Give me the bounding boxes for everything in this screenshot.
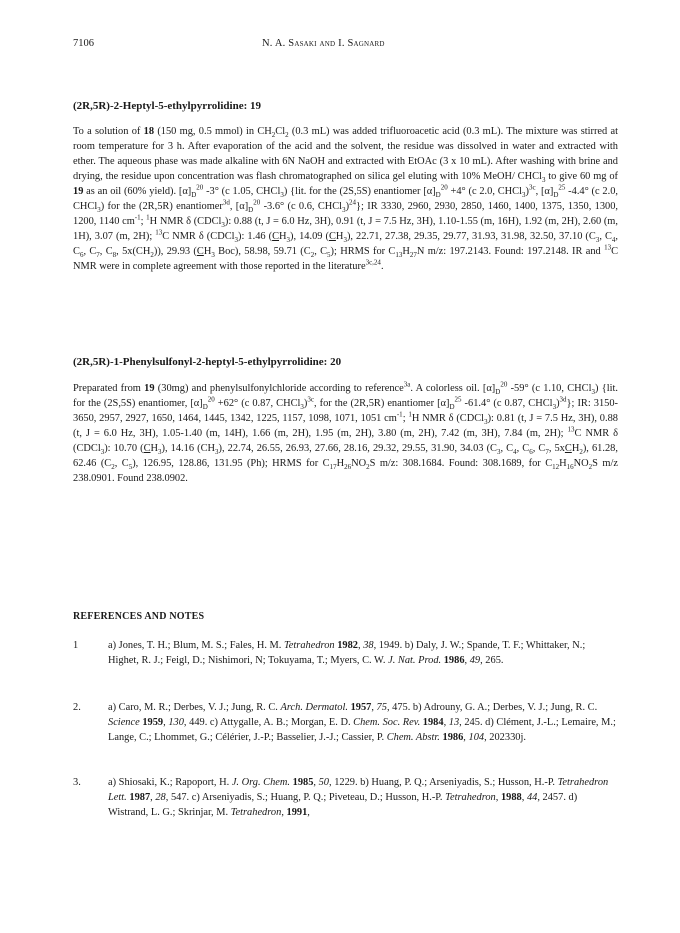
reference-number: 1: [73, 640, 79, 651]
reference-text: a) Caro, M. R.; Derbes, V. J.; Jung, R. C. Arch. Dermatol. 1957, 75, 475. b) Adrouny, G. A.; Derbes, V. J.; Jung, R. C. Science 1959, 130, 449. c) Attygalle, A. B.; Morgan, E. D. Chem. Soc. Rev. 1984, 13, 245. d) Clément, J.-L.; Lemaire, M.; Lange, C.; Lhommet, G.; Célérier, J.-P.; Basselier, J.-J.; Cassier, P. Chem. Abstr. 1986, 104, 202330j.: [108, 702, 616, 743]
reference-number: 2.: [73, 702, 81, 713]
page-number: 7106: [73, 38, 94, 49]
references-heading: REFERENCES AND NOTES: [73, 611, 205, 622]
compound-19-paragraph: To a solution of 18 (150 mg, 0.5 mmol) in $CH_2Cl_2$ (0.3 mL) was added trifluoroacetic acid (0.3 mL). The mixture was stirred at room temperature for 3 h. After evaporation of the acid and the solvent, the residue was dissolved in water and extracted with ether. The aqueous phase was made alkaline with 6N NaOH and extracted with EtOAc (3 x 10 mL). After washing with brine and drying, the residue upon concentration was flash chromatographed on silica gel eluting with 10% MeOH/ CHCl$_3$ to give 60 mg of 19 as an oil (60% yield). $[\alpha]_D^{20}$ -3° (c 1.05, CHCl$_3$) {lit. for the (2S,5S) enantiomer $[\alpha]_D^{20} +4^\circ$ (c 2.0, CHCl$_3$)$^{3c}$, $[\alpha]_D^{25}$ -4.4° (c 2.0, CHCl$_3$) for the (2R,5R) enantiomer$^{3d}$, $[\alpha]_D^{20}$ -3.6° (c 0.6, CHCl$_3$)$^{24}$}; IR 3330, 2960, 2930, 2850, 1460, 1400, 1375, 1350, 1300, 1200, 1140 $cm^{-1}$; $^1$H NMR δ (CDCl$_3$): 0.88 (t, J = 6.0 Hz, 3H), 0.91 (t, J = 7.5 Hz, 3H), 1.10-1.55 (m, 16H), 1.92 (m, 2H), 2.60 (m, 1H), 3.07 (m, 2H); $^{13}$C NMR δ (CDCl$_3$): 1.46 $(CH_3)$, 14.09 $(CH_3)$, 22.71, 27.38, 29.35, 29.77, 31.93, 31.98, 32.50, 37.10 ($C_3$, $C_4$, $C_6$, $C_7$, $C_8$, $5x(CH_2)$), 29.93 ($CH_3$ Boc), 58.98, 59.71 ($C_2$, $C_5$); HRMS for $C_{13}H_{27}N$ m/z: 197.2143. Found: 197.2148. IR and $^{13}$C NMR were in complete agreement with those reported in the literature$^{3c,24}$.: [73, 126, 619, 272]
reference-item-3: [73, 775, 618, 820]
reference-item-2: [73, 700, 618, 745]
compound-20-heading: (2R,5R)-1-Phenylsulfonyl-2-heptyl-5-ethylpyrrolidine: 20: [73, 356, 342, 368]
running-head: N. A. Sasaki and I. Sagnard: [262, 38, 385, 49]
reference-text: a) Jones, T. H.; Blum, M. S.; Fales, H. M. Tetrahedron 1982, 38, 1949. b) Daly, J. W.; Spande, T. F.; Whittaker, N.; Highet, R. J.; Feigl, D.; Nishimori, N; Tokuyama, T.; Myers, C. W. J. Nat. Prod. 1986, 49, 265.: [108, 640, 586, 666]
reference-item-1: [73, 638, 618, 668]
reference-text: a) Shiosaki, K.; Rapoport, H. J. Org. Chem. 1985, 50, 1229. b) Huang, P. Q.; Arseniyadis, S.; Husson, H.-P. Tetrahedron Lett. 1987, 28, 547. c) Arseniyadis, S.; Huang, P. Q.; Piveteau, D.; Husson, H.-P. Tetrahedron, 1988, 44, 2457. d) Wistrand, L. G.; Skrinjar, M. Tetrahedron, 1991,: [108, 777, 609, 818]
compound-19-heading: (2R,5R)-2-Heptyl-5-ethylpyrrolidine: 19: [73, 100, 261, 112]
reference-number: 3.: [73, 777, 81, 788]
compound-20-paragraph: Preparated from 19 (30mg) and phenylsulfonylchloride according to reference$^{3a}$. A colorless oil. $[\alpha]_D^{20}$ -59° (c 1.10, CHCl$_3$) {lit. for the (2S,5S) enantiomer, $[\alpha]_D^{20} +62^\circ$ (c 0.87, CHCl$_3$)$^{3c}$, for the (2R,5R) enantiomer $[\alpha]_D^{25}$ -61.4° (c 0.87, CHCl$_3$)$^{3d}$}; IR: 3150-3650, 2957, 2927, 1650, 1464, 1445, 1342, 1225, 1157, 1098, 1071, 1051 $cm^{-1}$; $^1$H NMR δ (CDCl$_3$): 0.81 (t, J = 7.5 Hz, 3H), 0.88 (t, J = 6.0 Hz, 3H), 1.05-1.40 (m, 14H), 1.66 (m, 2H), 1.95 (m, 2H), 3.80 (m, 2H), 7.42 (m, 3H), 7.84 (m, 2H); $^{13}$C NMR δ (CDCl$_3$): 10.70 $(CH_3)$, 14.16 $(CH_3)$, 22.74, 26.55, 26.93, 27.66, 28.16, 29.32, 29.55, 31.90, 34.03 ($C_3$, $C_4$, $C_6$, $C_7$, 5xCH$_2$), 61.28, 62.46 ($C_2$, $C_5$), 126.95, 128.86, 131.95 (Ph); HRMS for $C_{17}H_{26}NO_2S$ m/z: 308.1684. Found: 308.1689, for $C_{12}H_{16}NO_2S$ m/z 238.0901. Found 238.0902.: [73, 380, 618, 484]
